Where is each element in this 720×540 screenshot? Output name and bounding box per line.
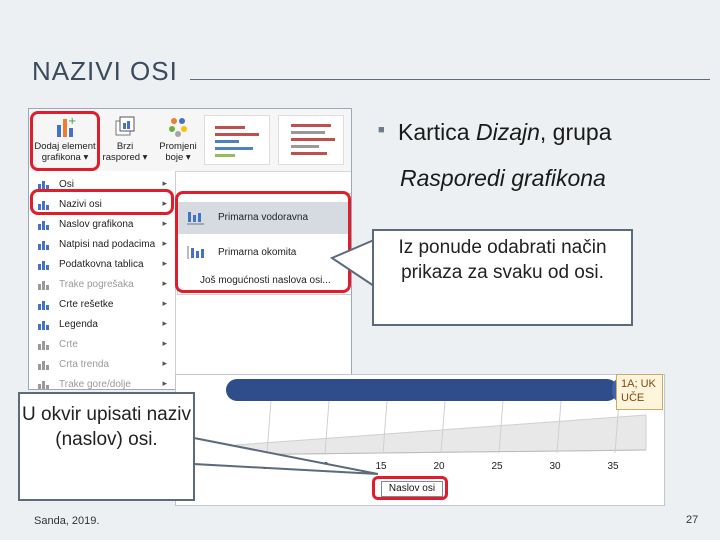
x-tick-label: 30 — [549, 461, 561, 472]
menu-item-label: Crta trenda — [59, 359, 110, 370]
menu-item-label: Crte rešetke — [59, 299, 114, 310]
menu-item-icon — [37, 379, 51, 390]
menu-item-icon — [37, 359, 51, 371]
menu-item[interactable] — [29, 355, 175, 375]
title-divider — [190, 79, 710, 80]
chevron-right-icon: ▸ — [162, 338, 167, 348]
highlight-axis-titles — [30, 189, 174, 215]
add-element-label-2: grafikona ▾ — [41, 152, 89, 163]
menu-item-icon — [37, 239, 51, 251]
primary-horizontal-label: Primarna vodoravna — [218, 212, 309, 223]
menu-item-label: Trake pogrešaka — [59, 279, 134, 290]
quick-layout-button[interactable] — [99, 113, 151, 169]
callout-pointer-left — [192, 420, 382, 480]
menu-item-icon — [37, 319, 51, 331]
callout-enter-axis-name: U okvir upisati naziv (naslov) osi. — [18, 392, 195, 501]
menu-item-label: Trake gore/dolje — [59, 379, 131, 390]
menu-item-icon — [37, 339, 51, 351]
chevron-right-icon: ▸ — [162, 178, 167, 188]
chevron-right-icon: ▸ — [162, 238, 167, 248]
menu-item-label: Osi — [59, 179, 74, 190]
menu-item-icon — [37, 279, 51, 291]
x-tick-label: 25 — [491, 461, 503, 472]
highlight-add-element — [30, 111, 100, 171]
change-colors-label-2: boje ▾ — [165, 152, 191, 163]
footer-author: Sanda, 2019. — [34, 515, 100, 527]
menu-item[interactable] — [29, 295, 175, 315]
slide-title: NAZIVI OSI — [32, 56, 178, 86]
layout-icon — [114, 115, 136, 139]
menu-item[interactable] — [29, 235, 175, 255]
menu-item[interactable] — [29, 215, 175, 235]
highlight-submenu — [175, 191, 351, 293]
menu-item[interactable] — [29, 315, 175, 335]
quick-layout-label-2: raspored ▾ — [102, 152, 148, 163]
bullet-line-2: Rasporedi grafikona — [400, 165, 606, 191]
chevron-right-icon: ▸ — [162, 198, 167, 208]
ribbon-screenshot — [28, 108, 352, 390]
menu-item-icon — [37, 259, 51, 271]
callout-choose-axis: Iz ponude odabrati način prikaza za svaku od osi. — [372, 229, 633, 326]
chevron-right-icon: ▸ — [162, 318, 167, 328]
menu-item-label: Legenda — [59, 319, 98, 330]
chevron-right-icon: ▸ — [162, 278, 167, 288]
svg-text:+: + — [68, 116, 76, 127]
callout-pointer — [330, 236, 376, 290]
chevron-right-icon: ▸ — [162, 258, 167, 268]
x-tick-label: 20 — [433, 461, 445, 472]
menu-item-label: Crte — [59, 339, 78, 350]
data-bar — [226, 379, 618, 401]
menu-item-label: Naslov grafikona — [59, 219, 134, 230]
menu-item[interactable] — [29, 275, 175, 295]
add-element-label-1: Dodaj element — [34, 141, 96, 152]
quick-layout-label-1: Brzi — [116, 141, 134, 152]
bullet-line-1: Kartica Dizajn, grupa — [398, 119, 612, 145]
page-number: 27 — [686, 514, 699, 526]
chevron-right-icon: ▸ — [162, 298, 167, 308]
more-options-label: Još mogućnosti naslova osi... — [200, 275, 331, 286]
menu-item[interactable] — [29, 255, 175, 275]
change-colors-button[interactable] — [153, 113, 203, 169]
chart-style-thumb[interactable] — [278, 115, 344, 165]
axis-title-box[interactable]: Naslov osi — [381, 481, 443, 497]
menu-item-label: Nazivi osi — [59, 199, 102, 210]
menu-item-icon — [37, 299, 51, 311]
menu-item[interactable] — [29, 335, 175, 355]
chevron-right-icon: ▸ — [162, 378, 167, 388]
menu-item-icon — [37, 219, 51, 231]
chart-style-thumb[interactable] — [204, 115, 270, 165]
palette-icon — [167, 115, 189, 139]
chart-style-gallery — [204, 115, 350, 163]
menu-item-label: Podatkovna tablica — [59, 259, 144, 270]
x-tick-label: 35 — [607, 461, 619, 472]
menu-item-label: Natpisi nad podacima — [59, 239, 156, 250]
change-colors-label-1: Promjeni — [159, 141, 197, 152]
bullet-marker: ■ — [378, 124, 385, 136]
x-tick-label: 15 — [375, 461, 387, 472]
chevron-right-icon: ▸ — [162, 358, 167, 368]
chevron-right-icon: ▸ — [162, 218, 167, 228]
primary-vertical-label: Primarna okomita — [218, 247, 297, 258]
menu-item[interactable] — [29, 375, 175, 390]
data-label-tag: 1A; UK UČE — [616, 374, 663, 410]
